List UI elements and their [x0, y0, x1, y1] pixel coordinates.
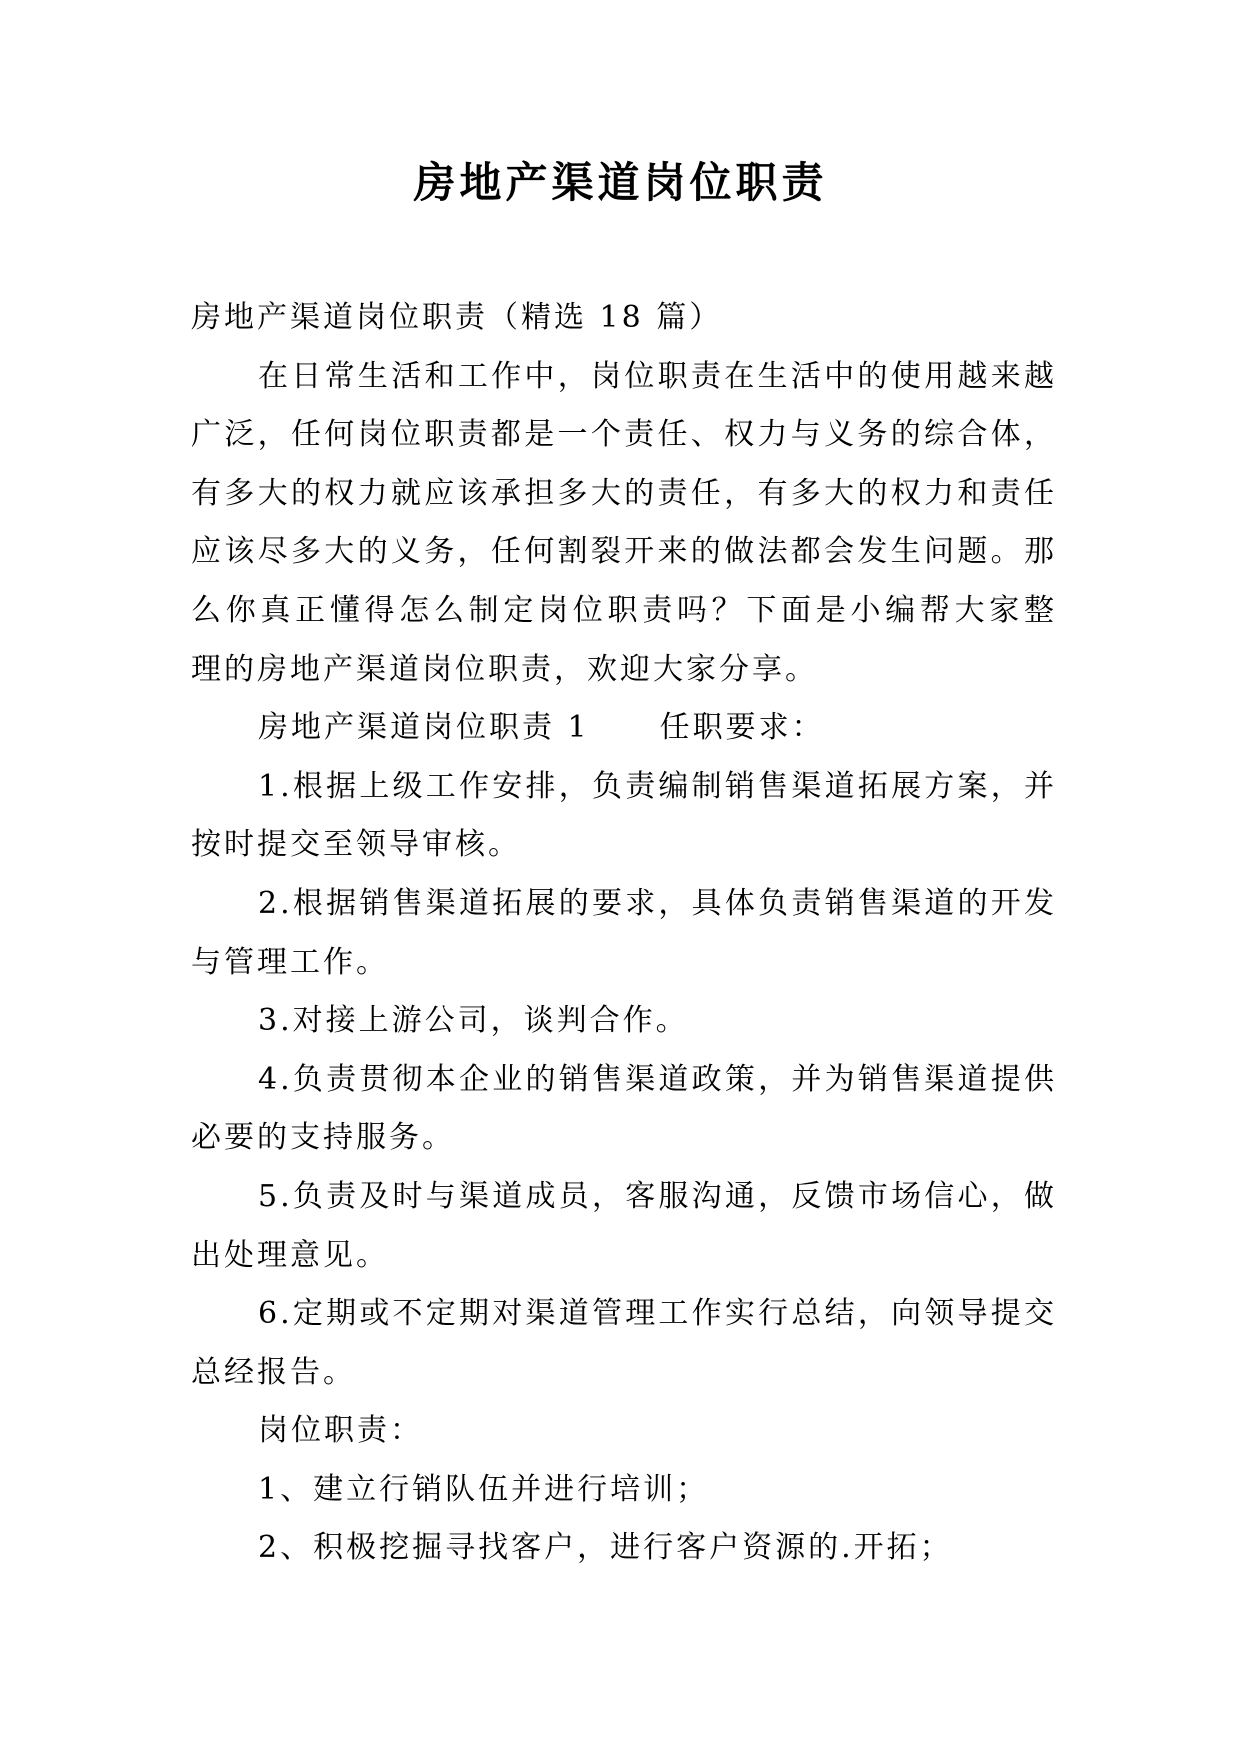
text-line: 应该尽多大的义务，任何割裂开来的做法都会发生问题。那 — [191, 534, 1057, 570]
text-line: 3.对接上游公司，谈判合作。 — [258, 1003, 689, 1039]
text-line: 2.根据销售渠道拓展的要求，具体负责销售渠道的开发 — [258, 885, 1057, 921]
text-line: 4.负责贯彻本企业的销售渠道政策，并为销售渠道提供 — [258, 1061, 1057, 1097]
text-line: 1.根据上级工作安排，负责编制销售渠道拓展方案，并 — [258, 768, 1057, 804]
text-line: 必要的支持服务。 — [191, 1120, 455, 1156]
section-heading — [191, 699, 1057, 758]
intro-paragraph — [191, 348, 1057, 700]
requirement-item — [191, 875, 1057, 992]
text-line: 出处理意见。 — [191, 1237, 389, 1273]
text-line: 总经报告。 — [191, 1354, 356, 1390]
text-line: 理的房地产渠道岗位职责，欢迎大家分享。 — [191, 651, 818, 687]
document-subtitle: 房地产渠道岗位职责（精选 18 篇） — [191, 300, 723, 335]
requirement-item — [191, 1051, 1057, 1168]
text-line: 按时提交至领导审核。 — [191, 827, 521, 863]
text-line: 在日常生活和工作中，岗位职责在生活中的使用越来越 — [258, 358, 1057, 394]
duties-heading: 岗位职责： — [258, 1413, 423, 1449]
text-line: 6.定期或不定期对渠道管理工作实行总结，向领导提交 — [258, 1296, 1057, 1332]
requirement-item — [191, 992, 1057, 1051]
document-body — [191, 289, 1057, 1578]
section-subtitle: 任职要求： — [659, 710, 825, 746]
text-line: 有多大的权力就应该承担多大的责任，有多大的权力和责任 — [191, 475, 1057, 511]
requirement-item — [191, 1285, 1057, 1402]
duty-item: 1、建立行销队伍并进行培训； — [258, 1471, 710, 1507]
text-line: 么你真正懂得怎么制定岗位职责吗？下面是小编帮大家整 — [191, 592, 1057, 628]
duty-item: 2、积极挖掘寻找客户，进行客户资源的.开拓； — [258, 1530, 953, 1566]
text-line: 广泛，任何岗位职责都是一个责任、权力与义务的综合体， — [191, 417, 1057, 453]
requirement-item — [191, 758, 1057, 875]
page-title: 房地产渠道岗位职责 — [413, 158, 828, 207]
requirement-item — [191, 1168, 1057, 1285]
text-line: 5.负责及时与渠道成员，客服沟通，反馈市场信心，做 — [258, 1178, 1057, 1214]
text-line: 与管理工作。 — [191, 944, 389, 980]
section-title: 房地产渠道岗位职责 1 — [258, 710, 590, 746]
